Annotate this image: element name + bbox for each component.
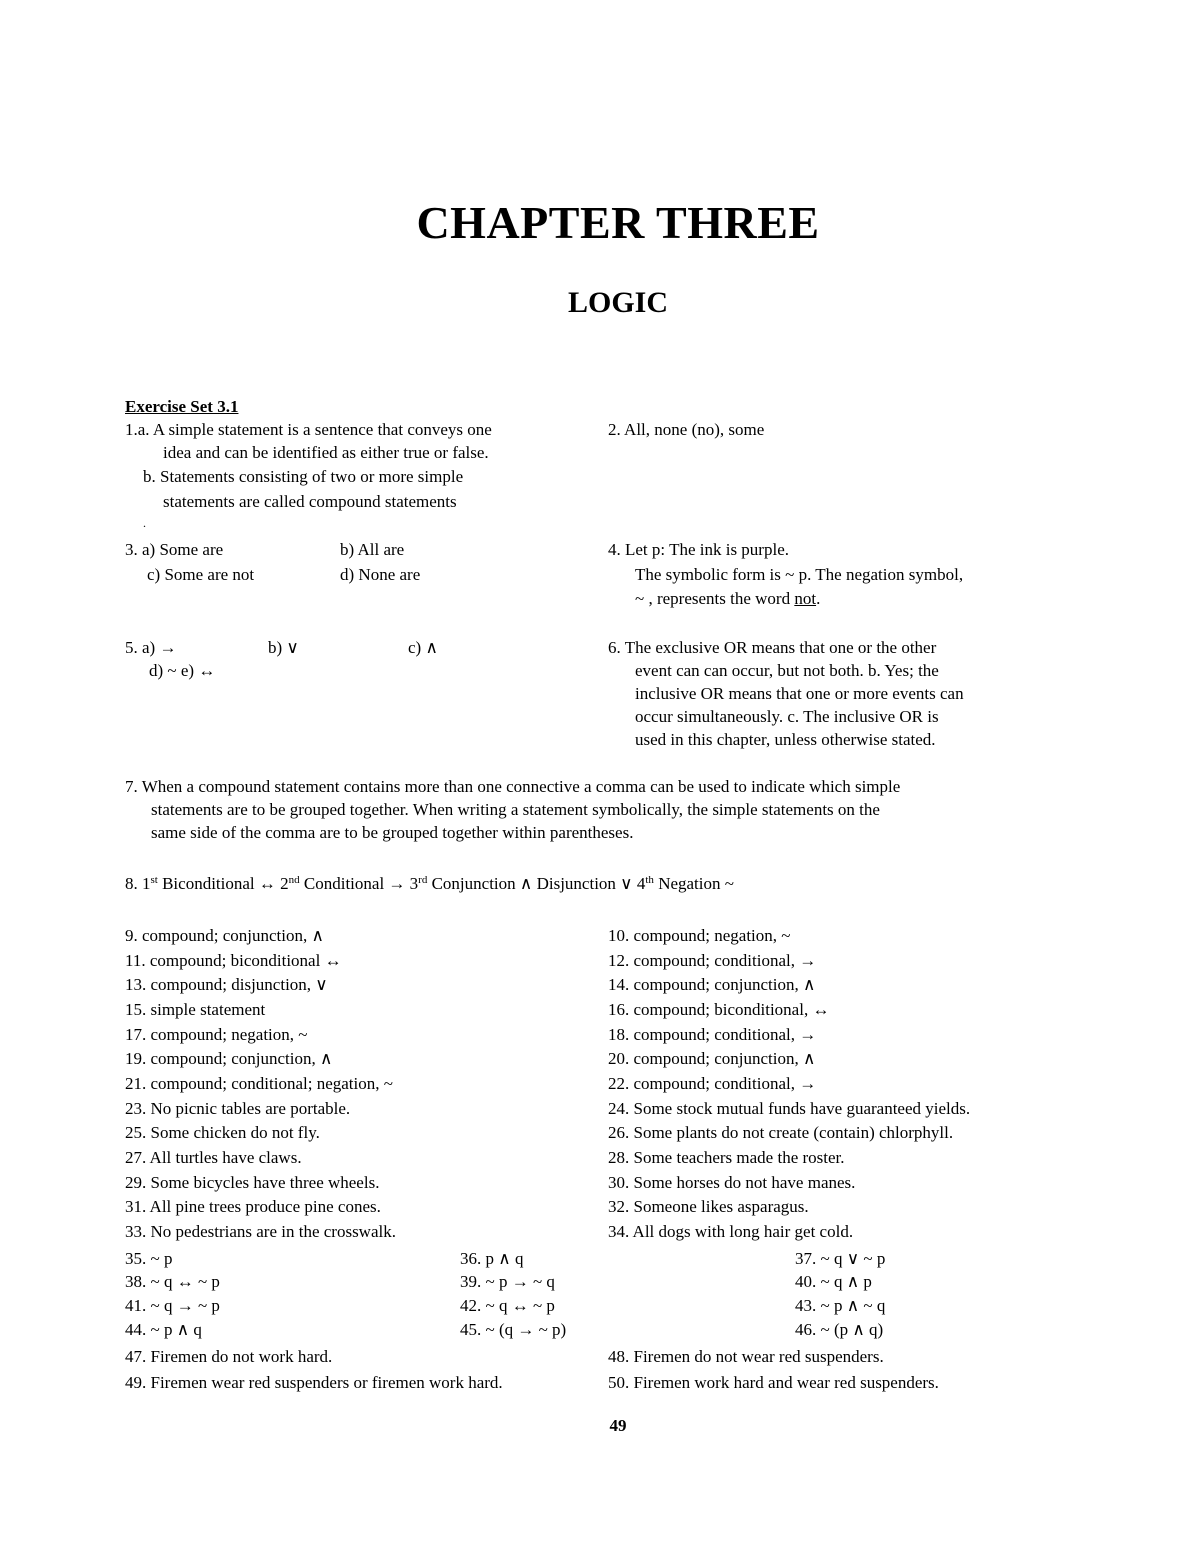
answer-5a: 5. a) → [125,638,177,657]
symbolic-answer: 35. ~ p [125,1249,173,1268]
answer-7-line-1: 7. When a compound statement contains more than one connective a comma can be used to indicate which simple [125,777,901,796]
answer-4-line-3-end: . [816,589,821,608]
list-item: 29. Some bicycles have three wheels. [125,1172,380,1192]
symbolic-answer: 38. ~ q ↔ ~ p [125,1272,220,1291]
list-item: 13. compound; disjunction, ∨ [125,975,328,995]
answer-8-part: Negation ~ [653,874,734,893]
list-item: 20. compound; conjunction, ∧ [608,1049,816,1069]
answer-6-line-4: occur simultaneously. c. The inclusive OR is [635,707,939,726]
list-item: 31. All pine trees produce pine cones. [125,1197,381,1217]
answer-50: 50. Firemen work hard and wear red suspenders. [608,1373,939,1392]
answer-6-line-3: inclusive OR means that one or more events can [635,684,964,703]
answer-5b: b) ∨ [268,638,299,657]
list-item: 11. compound; biconditional ↔ [125,950,342,970]
chapter-subtitle: LOGIC [567,286,669,319]
exercise-set-heading: Exercise Set 3.1 [125,397,239,416]
stray-dot: . [143,516,146,530]
answer-8-part: 8. 1 [125,874,151,893]
ordinal-suffix: nd [288,874,300,886]
list-item: 18. compound; conditional, → [608,1024,817,1044]
answer-8-part: Conjunction ∧ Disjunction ∨ 4 [427,874,646,893]
list-item: 24. Some stock mutual funds have guaranteed yields. [608,1098,971,1118]
ordinal-suffix: st [150,874,158,886]
answer-1b-line-1: b. Statements consisting of two or more simple [143,467,464,486]
list-item: 21. compound; conditional; negation, ~ [125,1073,393,1093]
symbolic-answer: 44. ~ p ∧ q [125,1320,202,1339]
list-item: 32. Someone likes asparagus. [608,1197,809,1217]
list-item: 26. Some plants do not create (contain) chlorphyll. [608,1123,954,1143]
list-item: 30. Some horses do not have manes. [608,1172,856,1192]
answer-7-line-2: statements are to be grouped together. When writing a statement symbolically, the simple statements on the [151,800,880,819]
list-item: 33. No pedestrians are in the crosswalk. [125,1221,396,1241]
symbolic-answer: 40. ~ q ∧ p [795,1272,872,1291]
answer-4-line-3 [635,587,820,610]
answer-5de: d) ~ e) ↔ [149,661,216,680]
symbolic-answer: 41. ~ q → ~ p [125,1296,220,1315]
answer-4-underlined-word: not [794,589,817,608]
symbolic-answer: 42. ~ q ↔ ~ p [460,1296,555,1315]
answer-8-part: Conditional → 3 [299,874,419,893]
answer-6-line-1: 6. The exclusive OR means that one or the other [608,638,937,657]
answer-4-line-2: The symbolic form is ~ p. The negation symbol, [635,565,964,584]
list-item: 10. compound; negation, ~ [608,926,791,945]
answer-3b: b) All are [340,540,405,559]
answer-1b-line-2: statements are called compound statements [163,492,457,511]
answers-left-column [125,924,396,1245]
answer-6-line-5: used in this chapter, unless otherwise stated. [635,730,936,749]
answer-8-part: Biconditional ↔ 2 [157,874,289,893]
answers-right-column [608,924,970,1245]
symbolic-answer: 45. ~ (q → ~ p) [460,1320,567,1339]
page-number: 49 [609,1416,627,1435]
list-item: 25. Some chicken do not fly. [125,1123,320,1143]
list-item: 12. compound; conditional, → [608,950,817,970]
symbolic-answer: 43. ~ p ∧ ~ q [795,1296,886,1315]
list-item: 34. All dogs with long hair get cold. [608,1221,854,1241]
answer-4-line-3-text: ~ , represents the word [635,589,795,608]
list-item: 15. simple statement [125,999,266,1019]
chapter-title: CHAPTER THREE [416,197,820,248]
answer-48: 48. Firemen do not wear red suspenders. [608,1347,884,1366]
list-item: 14. compound; conjunction, ∧ [608,975,816,995]
answer-5c: c) ∧ [408,638,438,657]
list-item: 19. compound; conjunction, ∧ [125,1049,333,1069]
list-item: 16. compound; biconditional, ↔ [608,999,830,1019]
answer-1a-line-2: idea and can be identified as either true or false. [163,443,489,462]
answer-2: 2. All, none (no), some [608,420,765,439]
answer-1a-line-1: 1.a. A simple statement is a sentence that conveys one [125,420,492,439]
answer-3d: d) None are [340,565,421,584]
symbolic-answer: 39. ~ p → ~ q [460,1272,555,1291]
list-item: 22. compound; conditional, → [608,1073,817,1093]
answer-7-line-3: same side of the comma are to be grouped together within parentheses. [151,823,634,842]
symbolic-answer: 46. ~ (p ∧ q) [795,1320,884,1339]
symbolic-answer: 36. p ∧ q [460,1249,524,1268]
answer-3a: 3. a) Some are [125,540,224,559]
answer-4-line-1: 4. Let p: The ink is purple. [608,540,789,559]
list-item: 23. No picnic tables are portable. [125,1098,351,1118]
ordinal-suffix: th [645,874,654,886]
symbolic-answer: 37. ~ q ∨ ~ p [795,1249,886,1268]
answer-6-line-2: event can can occur, but not both. b. Yes; the [635,661,939,680]
ordinal-suffix: rd [418,874,428,886]
list-item: 28. Some teachers made the roster. [608,1147,845,1167]
list-item: 9. compound; conjunction, ∧ [125,926,324,945]
list-item: 27. All turtles have claws. [125,1147,302,1167]
answer-47: 47. Firemen do not work hard. [125,1347,333,1366]
answer-3c: c) Some are not [147,565,255,584]
answer-49: 49. Firemen wear red suspenders or firemen work hard. [125,1373,503,1392]
list-item: 17. compound; negation, ~ [125,1024,308,1044]
answer-8 [125,872,734,895]
